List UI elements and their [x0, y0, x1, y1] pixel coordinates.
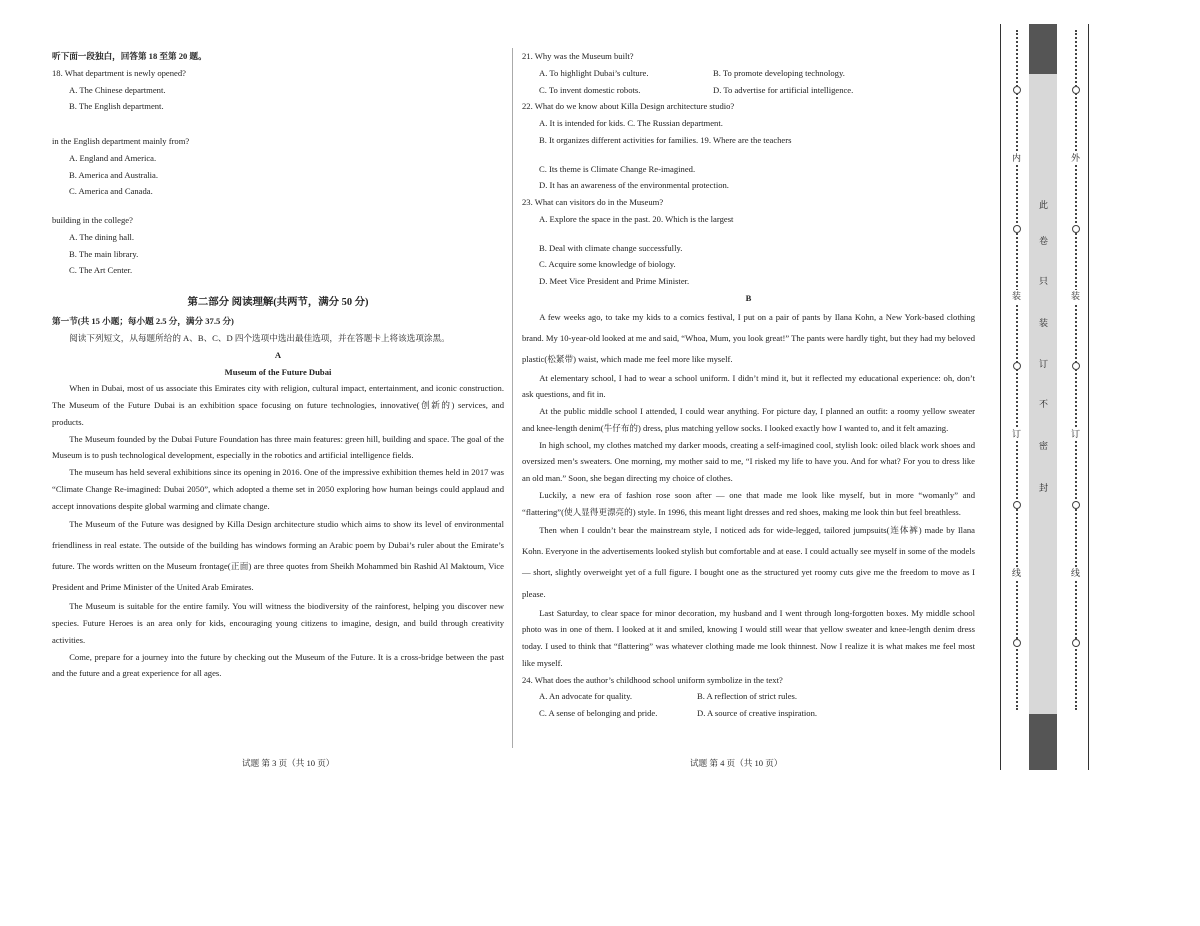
seal-char: 订 [1039, 359, 1049, 369]
outer-dotted-line [1075, 30, 1077, 710]
seal-char: 密 [1039, 441, 1049, 451]
option: C. Its theme is Climate Change Re-imagined. [539, 163, 696, 174]
question-23: 23. What can visitors do in the Museum? [522, 197, 664, 207]
circle-mark [1013, 362, 1021, 370]
options-row [522, 65, 975, 82]
option: C. America and Canada. [69, 186, 153, 197]
circle-mark [1013, 225, 1021, 233]
options-row [522, 705, 975, 722]
seal-char: 卷 [1039, 236, 1049, 246]
paragraph: Last Saturday, to clear space for minor decoration, my husband and I went through long-forgotten boxes. My middle school photo was in one of them. I looked at it and smiled, knowing I would still wear that yellow sweater and knee-length denim dress today. I used to think that “flattering” was whatever clothing made me look thinnest. Now I realize it is what makes me feel most like myself. [522, 607, 975, 668]
part2-title: 第二部分 阅读理解(共两节，满分 50 分) [187, 297, 369, 308]
paragraph: When in Dubai, most of us associate this Emirates city with religion, cultural impact, entertainment, and iconic construction. The Museum of the Future Dubai is an exhibition space focusing on future technologies, innovative(创新的) services, and products. [52, 383, 504, 427]
section1-title: 第一节(共 15 小题；每小题 2.5 分，满分 37.5 分) [52, 316, 234, 327]
paragraph: The Museum is suitable for the entire family. You will witness the biodiversity of the rainforest, helping you discover new species. Future Heroes is an area only for kids, encouraging young citizens to imagine, design, and build through creativity activities. [52, 601, 504, 645]
question-21: 21. Why was the Museum built? [522, 51, 634, 61]
option: A. An advocate for quality. [539, 691, 632, 702]
seal-char: 只 [1039, 276, 1049, 286]
option: A. Explore the space in the past. 20. Which is the largest [539, 213, 734, 224]
option: D. A source of creative inspiration. [697, 708, 818, 719]
option: A. The Chinese department. [69, 84, 166, 95]
binding-char: 线 [1071, 568, 1081, 578]
paragraph: At elementary school, I had to wear a school uniform. I didn’t mind it, but it reflected my educational experience: oh, don’t ask questions, and fit in. [522, 372, 975, 400]
paragraph: At the public middle school I attended, I could wear anything. For picture day, I planned an outfit: a roomy yellow sweater and knee-length denim(牛仔布的) dress, plus matching yellow socks. I looked exactly how I wanted to, and it felt amazing. [522, 406, 975, 433]
option: C. The Art Center. [69, 265, 133, 276]
seal-band-top [1029, 24, 1057, 74]
paragraph: The Museum of the Future was designed by Killa Design architecture studio which aims to show its level of environmental friendliness in real estate. The outside of the building has windows forming an Arabic poem by Dubai’s ruler about the Emirate’s future. The words written on the Museum frontage(正面) are three quotes from Sheikh Mohammed bin Rashid Al Maktoum, Vice President and Prime Minister of the United Arab Emirates. [52, 519, 504, 593]
paragraph: The museum has held several exhibitions since its opening in 2016. One of the impressive exhibition themes held in 2017 was “Climate Change Re-imagined: Dubai 2050”, which adopted a theme set in 2050 exploring how human beings could applaud and accept innovations despite global warming and climate change. [52, 467, 504, 511]
seal-char: 不 [1039, 399, 1049, 409]
inner-dotted-line [1016, 30, 1018, 710]
circle-mark [1013, 639, 1021, 647]
question-19: in the English department mainly from? [52, 136, 190, 146]
paragraph: Luckily, a new era of fashion rose soon after — one that made me look like myself, but in more “womanly” and “flattering”(使人显得更漂亮的) style. In 1996, this meant light dresses and red shoes, making me look thin but feel breathless. [522, 489, 975, 517]
options-row [522, 82, 975, 99]
seal-char: 装 [1039, 318, 1049, 328]
option: B. It organizes different activities for families. 19. Where are the teachers [539, 134, 792, 145]
circle-mark [1072, 362, 1080, 370]
option: B. To promote developing technology. [713, 67, 845, 78]
paragraph: Then when I couldn’t bear the mainstream style, I noticed ads for wide-legged, tailored jumpsuits(连体裤) made by Ilana Kohn. Everyone in the advertisements looked stylish but comfortable and at ease. I could actually see myself in some of the models — short, slightly overweight yet of a full figure. I bought one as the structured yet roomy cuts give me the freedom to move as I please. [522, 525, 975, 599]
left-page [52, 48, 504, 682]
right-page [522, 48, 975, 722]
option: A. The dining hall. [69, 231, 135, 242]
option: D. It has an awareness of the environmental protection. [539, 180, 729, 191]
question-24: 24. What does the author’s childhood school uniform symbolize in the text? [522, 674, 783, 685]
circle-mark [1013, 86, 1021, 94]
binding-char: 订 [1012, 429, 1022, 439]
passage-letter: A [274, 349, 282, 360]
binding-char: 装 [1071, 291, 1081, 301]
paragraph: In high school, my clothes matched my darker moods, creating a self-imagined cool, stylish look: oiled black work shoes and oversized men’s sweaters. One morning, my mother said to me, “I risked my life to have you. And for what? For you to dress like an old man.” Soon, she began directing my choice of clothes. [522, 439, 975, 484]
binding-margin [999, 24, 1089, 770]
seal-char: 封 [1039, 483, 1049, 493]
circle-mark [1072, 639, 1080, 647]
seal-band-bottom [1029, 714, 1057, 770]
option: A. It is intended for kids. C. The Russian department. [539, 118, 723, 128]
binding-char: 装 [1012, 291, 1022, 301]
option: C. To invent domestic robots. [539, 84, 641, 95]
passage-letter: B [745, 292, 752, 303]
circle-mark [1072, 501, 1080, 509]
listening-intro: 听下面一段独白，回答第 18 至第 20 题。 [52, 51, 207, 61]
paragraph: The Museum founded by the Dubai Future Foundation has three main features: green hill, building and space. The goal of the Museum is to push technological development, especially in the robotics and artificial intelligence fields. [52, 433, 504, 461]
column-divider [512, 48, 513, 748]
circle-mark [1072, 225, 1080, 233]
binding-char: 线 [1012, 568, 1022, 578]
question-22: 22. What do we know about Killa Design architecture studio? [522, 101, 735, 112]
option: B. Deal with climate change successfully. [539, 242, 683, 253]
option: B. America and Australia. [69, 169, 159, 180]
option: B. The main library. [69, 248, 139, 259]
option: B. The English department. [69, 101, 164, 112]
binding-char: 内 [1012, 153, 1022, 163]
binding-char: 订 [1071, 429, 1081, 439]
seal-char: 此 [1039, 200, 1049, 210]
option: A. To highlight Dubai’s culture. [539, 67, 649, 78]
option: B. A reflection of strict rules. [697, 691, 797, 702]
option: C. Acquire some knowledge of biology. [539, 259, 676, 270]
option: D. To advertise for artificial intelligence. [713, 84, 854, 95]
binding-border [1000, 24, 1001, 770]
passage-title: Museum of the Future Dubai [224, 366, 332, 377]
page-footer-right: 试题 第 4 页（共 10 页） [690, 758, 783, 768]
option: A. England and America. [69, 152, 157, 163]
paragraph: A few weeks ago, to take my kids to a comics festival, I put on a pair of pants by Ilana Kohn, a New York-based clothing brand. My 10-year-old looked at me and said, “Whoa, Mum, you look great!” The pants were hardly tight, but they had my beloved plastic(松紧带) waist, which made me feel more like myself. [522, 311, 975, 364]
circle-mark [1013, 501, 1021, 509]
seal-band [1029, 24, 1057, 770]
question-20: building in the college? [52, 215, 133, 225]
circle-mark [1072, 86, 1080, 94]
option: C. A sense of belonging and pride. [539, 708, 658, 719]
question-18: 18. What department is newly opened? [52, 67, 186, 78]
binding-char: 外 [1071, 153, 1081, 163]
page-footer-left: 试题 第 3 页（共 10 页） [242, 758, 335, 768]
option: D. Meet Vice President and Prime Minister. [539, 276, 690, 286]
paragraph: Come, prepare for a journey into the future by checking out the Museum of the Future. It is a cross-bridge between the past and the future and a great experience for all ages. [52, 651, 504, 679]
options-row [522, 688, 975, 705]
instructions: 阅读下列短文，从每题所给的 A、B、C、D 四个选项中选出最佳选项，并在答题卡上将该选项涂黑。 [69, 333, 450, 344]
binding-border [1088, 24, 1089, 770]
